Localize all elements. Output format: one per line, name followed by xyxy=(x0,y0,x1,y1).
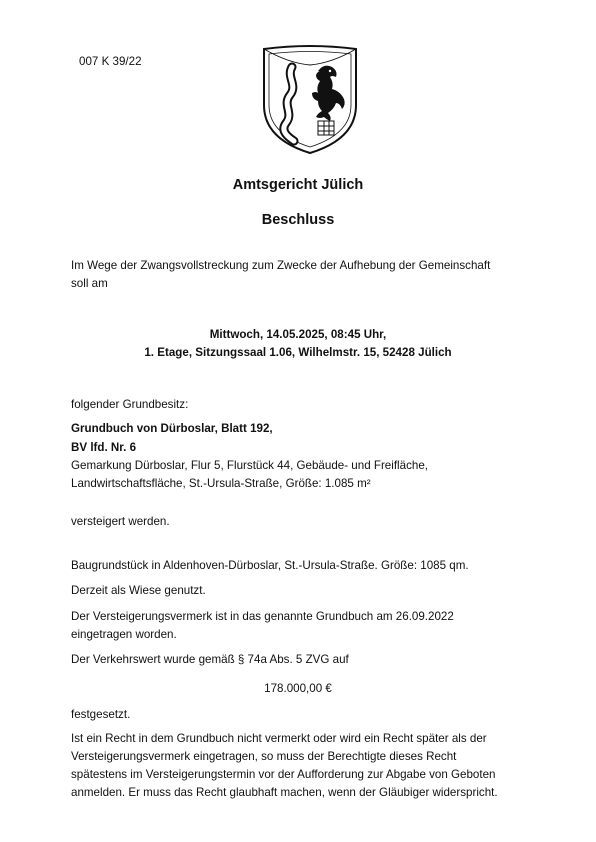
current-usage: Derzeit als Wiese genutzt. xyxy=(71,584,206,597)
land-register: Grundbuch von Dürboslar, Blatt 192, xyxy=(71,422,273,435)
market-value-intro: Der Verkehrswert wurde gemäß § 74a Abs. 5 ZVG auf xyxy=(71,653,349,666)
intro-line: Im Wege der Zwangsvollstreckung zum Zwecke der Aufhebung der Gemeinschaft xyxy=(71,259,491,272)
appointment-location: 1. Etage, Sitzungssaal 1.06, Wilhelmstr. 15, 52428 Jülich xyxy=(144,346,452,359)
notice-line: spätestens im Versteigerungstermin vor der Aufforderung zur Abgabe von Geboten xyxy=(71,768,496,781)
court-name: Amtsgericht Jülich xyxy=(232,177,364,193)
notice-line: Ist ein Recht in dem Grundbuch nicht vermerkt oder wird ein Recht später als der xyxy=(71,732,487,745)
coat-of-arms-icon xyxy=(258,41,362,157)
property-description: Landwirtschaftsfläche, St.-Ursula-Straße, Größe: 1.085 m² xyxy=(71,477,371,490)
bv-number: BV lfd. Nr. 6 xyxy=(71,441,137,454)
appointment-date: Mittwoch, 14.05.2025, 08:45 Uhr, xyxy=(209,328,387,341)
intro-line: soll am xyxy=(71,277,108,290)
plot-description: Baugrundstück in Aldenhoven-Dürboslar, St.-Ursula-Straße. Größe: 1085 qm. xyxy=(71,559,469,572)
document-heading: Beschluss xyxy=(261,212,335,228)
property-intro: folgender Grundbesitz: xyxy=(71,398,189,411)
notice-line: anmelden. Er muss das Recht glaubhaft machen, wenn der Gläubiger widerspricht. xyxy=(71,786,498,799)
auction-phrase: versteigert werden. xyxy=(71,515,170,528)
file-number: 007 K 39/22 xyxy=(79,55,142,68)
notice-line: Versteigerungsvermerk eingetragen, so muss der Berechtigte dieses Recht xyxy=(71,750,457,763)
set-phrase: festgesetzt. xyxy=(71,708,131,721)
registration-note: eingetragen worden. xyxy=(71,628,177,641)
registration-note: Der Versteigerungsvermerk ist in das genannte Grundbuch am 26.09.2022 xyxy=(71,610,454,623)
property-description: Gemarkung Dürboslar, Flur 5, Flurstück 44, Gebäude- und Freifläche, xyxy=(71,459,428,472)
market-value: 178.000,00 € xyxy=(264,682,332,695)
